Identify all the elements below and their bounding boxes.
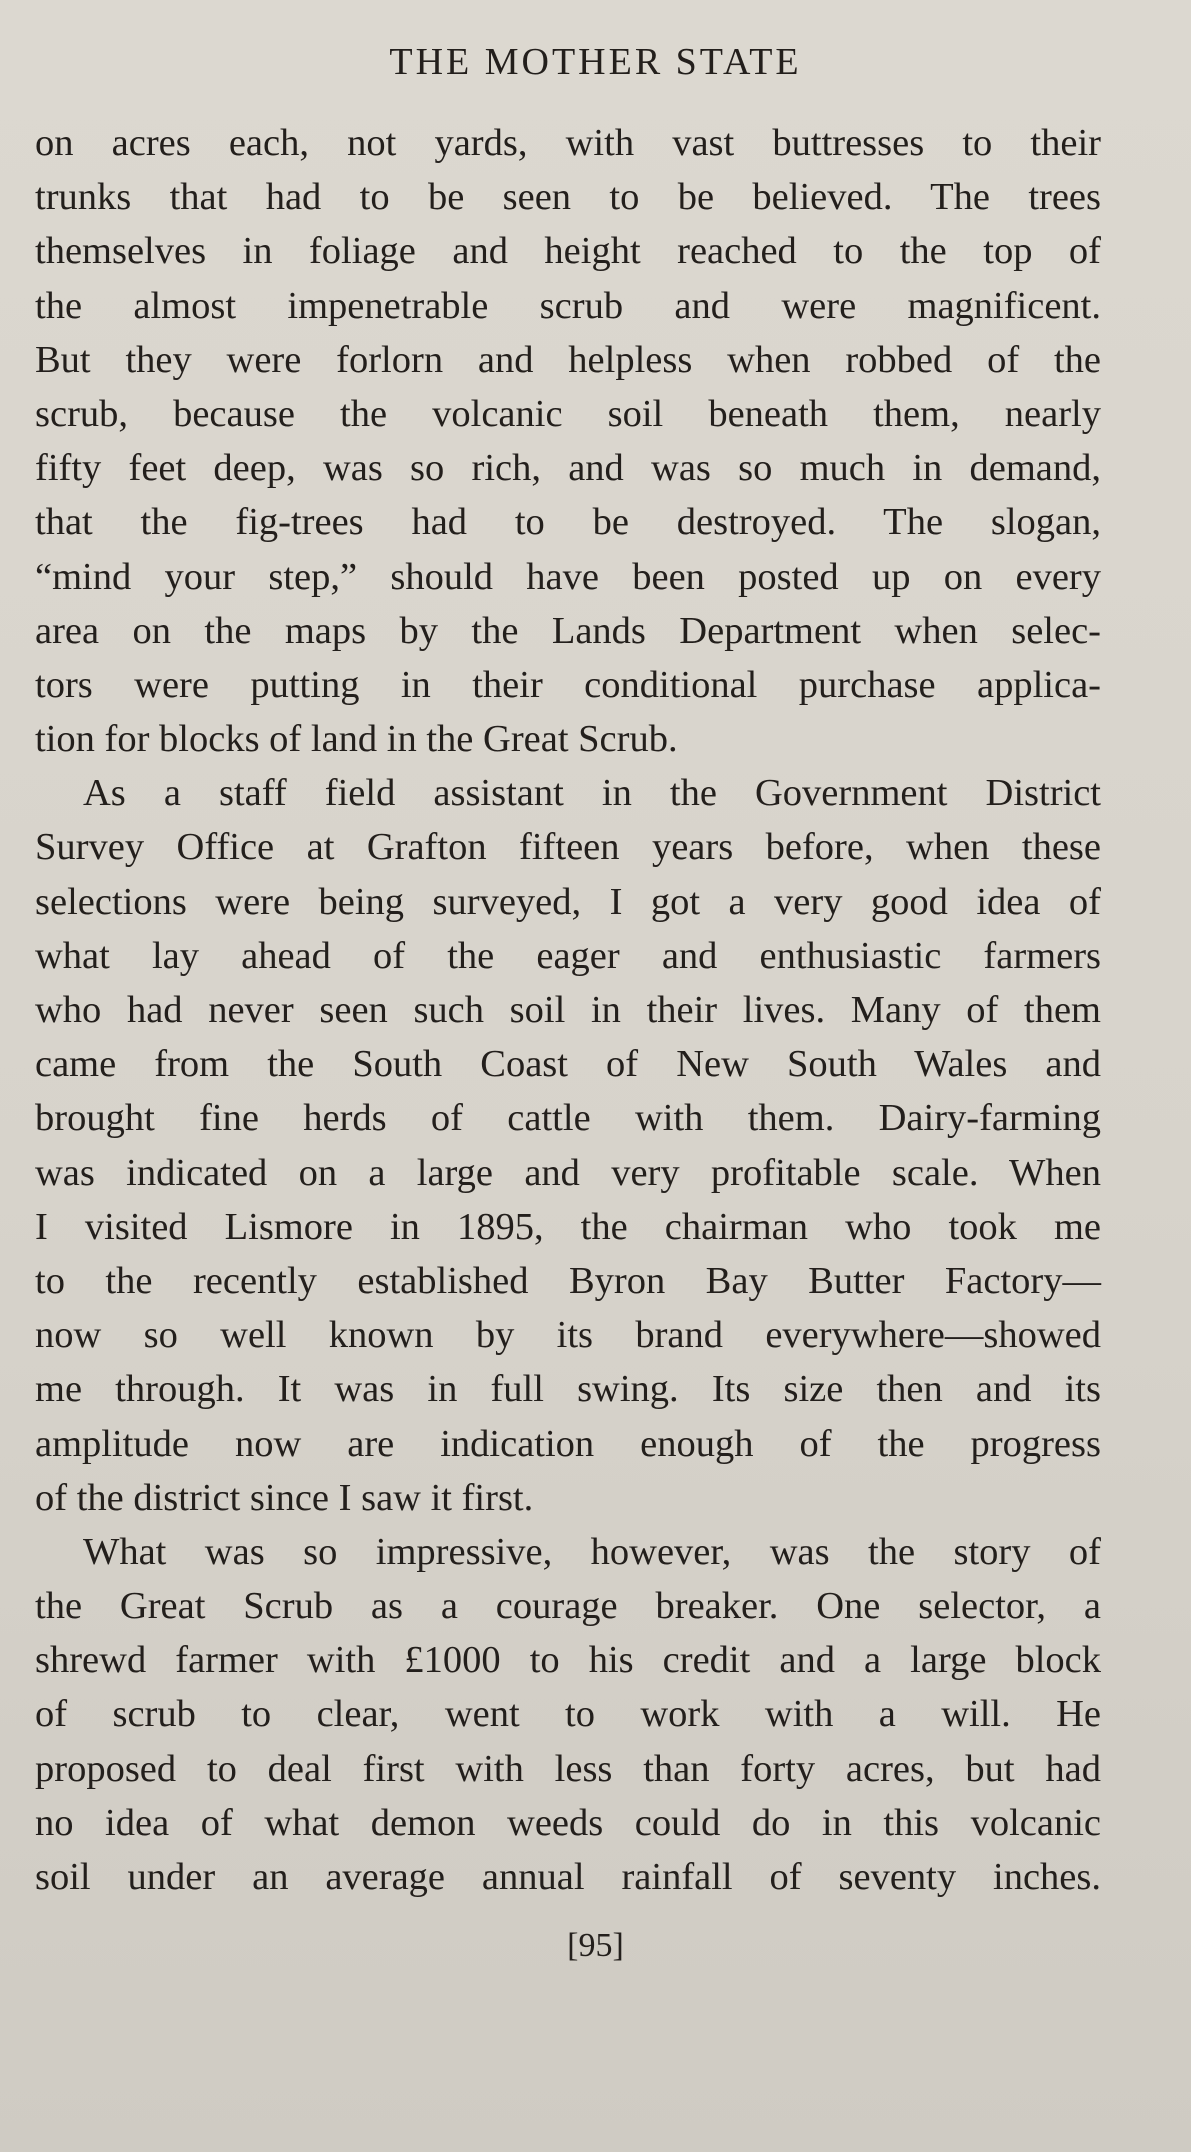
text-line: of scrub to clear, went to work with a will. He: [35, 1693, 1101, 1736]
page-number: [95]: [567, 1927, 624, 1964]
text-line: As a staff field assistant in the Government District: [83, 772, 1101, 815]
text-line: no idea of what demon weeds could do in this volcanic: [35, 1801, 1101, 1844]
text-line: what lay ahead of the eager and enthusiastic farmers: [35, 934, 1101, 977]
text-line: area on the maps by the Lands Department when selec-: [35, 609, 1101, 652]
text-line: that the fig-trees had to be destroyed. The slogan,: [35, 501, 1101, 544]
text-line: I visited Lismore in 1895, the chairman who took me: [35, 1205, 1101, 1248]
text-line: proposed to deal first with less than forty acres, but had: [35, 1747, 1101, 1790]
text-line: of the district since I saw it first.: [35, 1476, 534, 1519]
text-line: now so well known by its brand everywhere—showed: [35, 1314, 1101, 1357]
text-line: came from the South Coast of New South Wales and: [35, 1043, 1101, 1086]
text-line: to the recently established Byron Bay Butter Factory—: [35, 1259, 1101, 1302]
text-line: selections were being surveyed, I got a very good idea of: [35, 880, 1101, 923]
text-line: the almost impenetrable scrub and were magnificent.: [35, 284, 1101, 327]
text-line: the Great Scrub as a courage breaker. One selector, a: [35, 1585, 1101, 1628]
text-line: tion for blocks of land in the Great Scrub.: [35, 718, 678, 761]
paragraph-2: [35, 766, 1101, 1525]
text-line: soil under an average annual rainfall of seventy inches.: [35, 1856, 1101, 1898]
text-line: amplitude now are indication enough of the progress: [35, 1422, 1101, 1465]
text-line: was indicated on a large and very profitable scale. When: [35, 1151, 1101, 1194]
text-line: brought fine herds of cattle with them. Dairy-farming: [35, 1097, 1101, 1140]
text-line: me through. It was in full swing. Its size then and its: [35, 1368, 1101, 1411]
body-text: [35, 116, 1101, 1904]
text-line: who had never seen such soil in their lives. Many of them: [35, 989, 1101, 1031]
text-line: “mind your step,” should have been posted up on every: [35, 555, 1101, 598]
text-line: But they were forlorn and helpless when robbed of the: [35, 338, 1101, 381]
text-line: trunks that had to be seen to be believed. The trees: [35, 176, 1101, 219]
running-head: THE MOTHER STATE: [389, 41, 802, 83]
text-line: fifty feet deep, was so rich, and was so much in demand,: [35, 447, 1101, 490]
text-line: scrub, because the volcanic soil beneath them, nearly: [35, 392, 1101, 435]
paragraph-1: [35, 116, 1101, 766]
text-line: on acres each, not yards, with vast buttresses to their: [35, 122, 1101, 164]
paragraph-3: [35, 1525, 1101, 1904]
text-line: What was so impressive, however, was the story of: [83, 1530, 1101, 1573]
text-line: Survey Office at Grafton fifteen years before, when these: [35, 826, 1101, 869]
text-line: themselves in foliage and height reached to the top of: [35, 230, 1101, 273]
text-line: shrewd farmer with £1000 to his credit and a large block: [35, 1639, 1101, 1682]
text-line: tors were putting in their conditional purchase applica-: [35, 663, 1101, 706]
